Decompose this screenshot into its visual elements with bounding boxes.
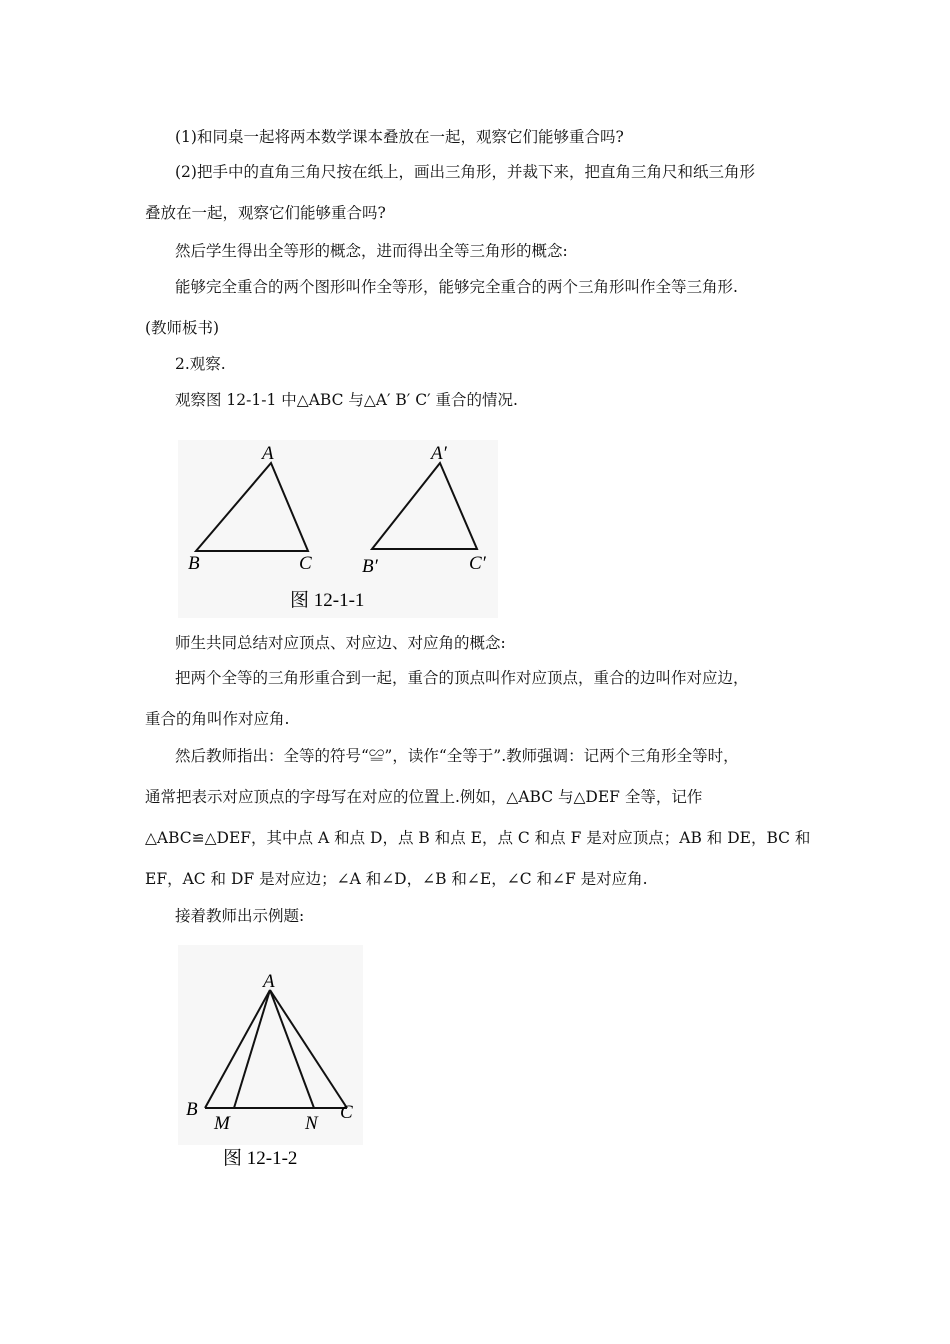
- paragraph-4-line-1: 能够完全重合的两个图形叫作全等形，能够完全重合的两个三角形叫作全等三角形.: [175, 278, 738, 296]
- label-c: C: [299, 553, 312, 574]
- label-b: B: [186, 1099, 198, 1120]
- paragraph-2-line-2: 叠放在一起，观察它们能够重合吗?: [145, 204, 386, 222]
- figure-12-1-2-drawing: [178, 945, 363, 1175]
- paragraph-8-line-1: 把两个全等的三角形重合到一起，重合的顶点叫作对应顶点，重合的边叫作对应边，: [175, 669, 749, 687]
- label-a-prime: A′: [431, 443, 447, 464]
- paragraph-9-line-3: △ABC≌△DEF，其中点 A 和点 D，点 B 和点 E，点 C 和点 F 是对应顶点；AB 和 DE，BC 和: [145, 829, 811, 847]
- label-m: M: [214, 1113, 230, 1134]
- label-b-prime: B′: [362, 556, 378, 577]
- figure-12-1-1: [178, 440, 498, 618]
- label-a: A: [263, 971, 275, 992]
- figure-12-1-2: [178, 945, 363, 1175]
- paragraph-8-line-2: 重合的角叫作对应角.: [145, 710, 290, 728]
- figure-2-caption: 图 12-1-2: [223, 1148, 298, 1169]
- label-c: C: [340, 1102, 353, 1123]
- figure-1-caption: 图 12-1-1: [290, 590, 365, 611]
- paragraph-6: 观察图 12-1-1 中△ABC 与△A′ B′ C′ 重合的情况.: [175, 391, 518, 409]
- paragraph-9-line-2: 通常把表示对应顶点的字母写在对应的位置上.例如，△ABC 与△DEF 全等，记作: [145, 788, 703, 806]
- paragraph-7: 师生共同总结对应顶点、对应边、对应角的概念:: [175, 634, 506, 652]
- label-a: A: [262, 443, 274, 464]
- paragraph-9-line-4: EF，AC 和 DF 是对应边；∠A 和∠D，∠B 和∠E，∠C 和∠F 是对应角.: [145, 870, 648, 888]
- paragraph-4-line-2: (教师板书): [145, 319, 220, 337]
- paragraph-10: 接着教师出示例题:: [175, 907, 305, 925]
- label-c-prime: C′: [469, 553, 486, 574]
- paragraph-3: 然后学生得出全等形的概念，进而得出全等三角形的概念:: [175, 242, 568, 260]
- label-b: B: [188, 553, 200, 574]
- paragraph-5: 2.观察.: [175, 355, 226, 373]
- paragraph-9-line-1: 然后教师指出：全等的符号“≌”，读作“全等于”.教师强调：记两个三角形全等时，: [175, 747, 739, 765]
- label-n: N: [305, 1113, 318, 1134]
- paragraph-2-line-1: (2)把手中的直角三角尺按在纸上，画出三角形，并裁下来，把直角三角尺和纸三角形: [175, 163, 755, 181]
- figure-12-1-1-drawing: [178, 440, 498, 618]
- paragraph-1: (1)和同桌一起将两本数学课本叠放在一起，观察它们能够重合吗?: [175, 128, 624, 146]
